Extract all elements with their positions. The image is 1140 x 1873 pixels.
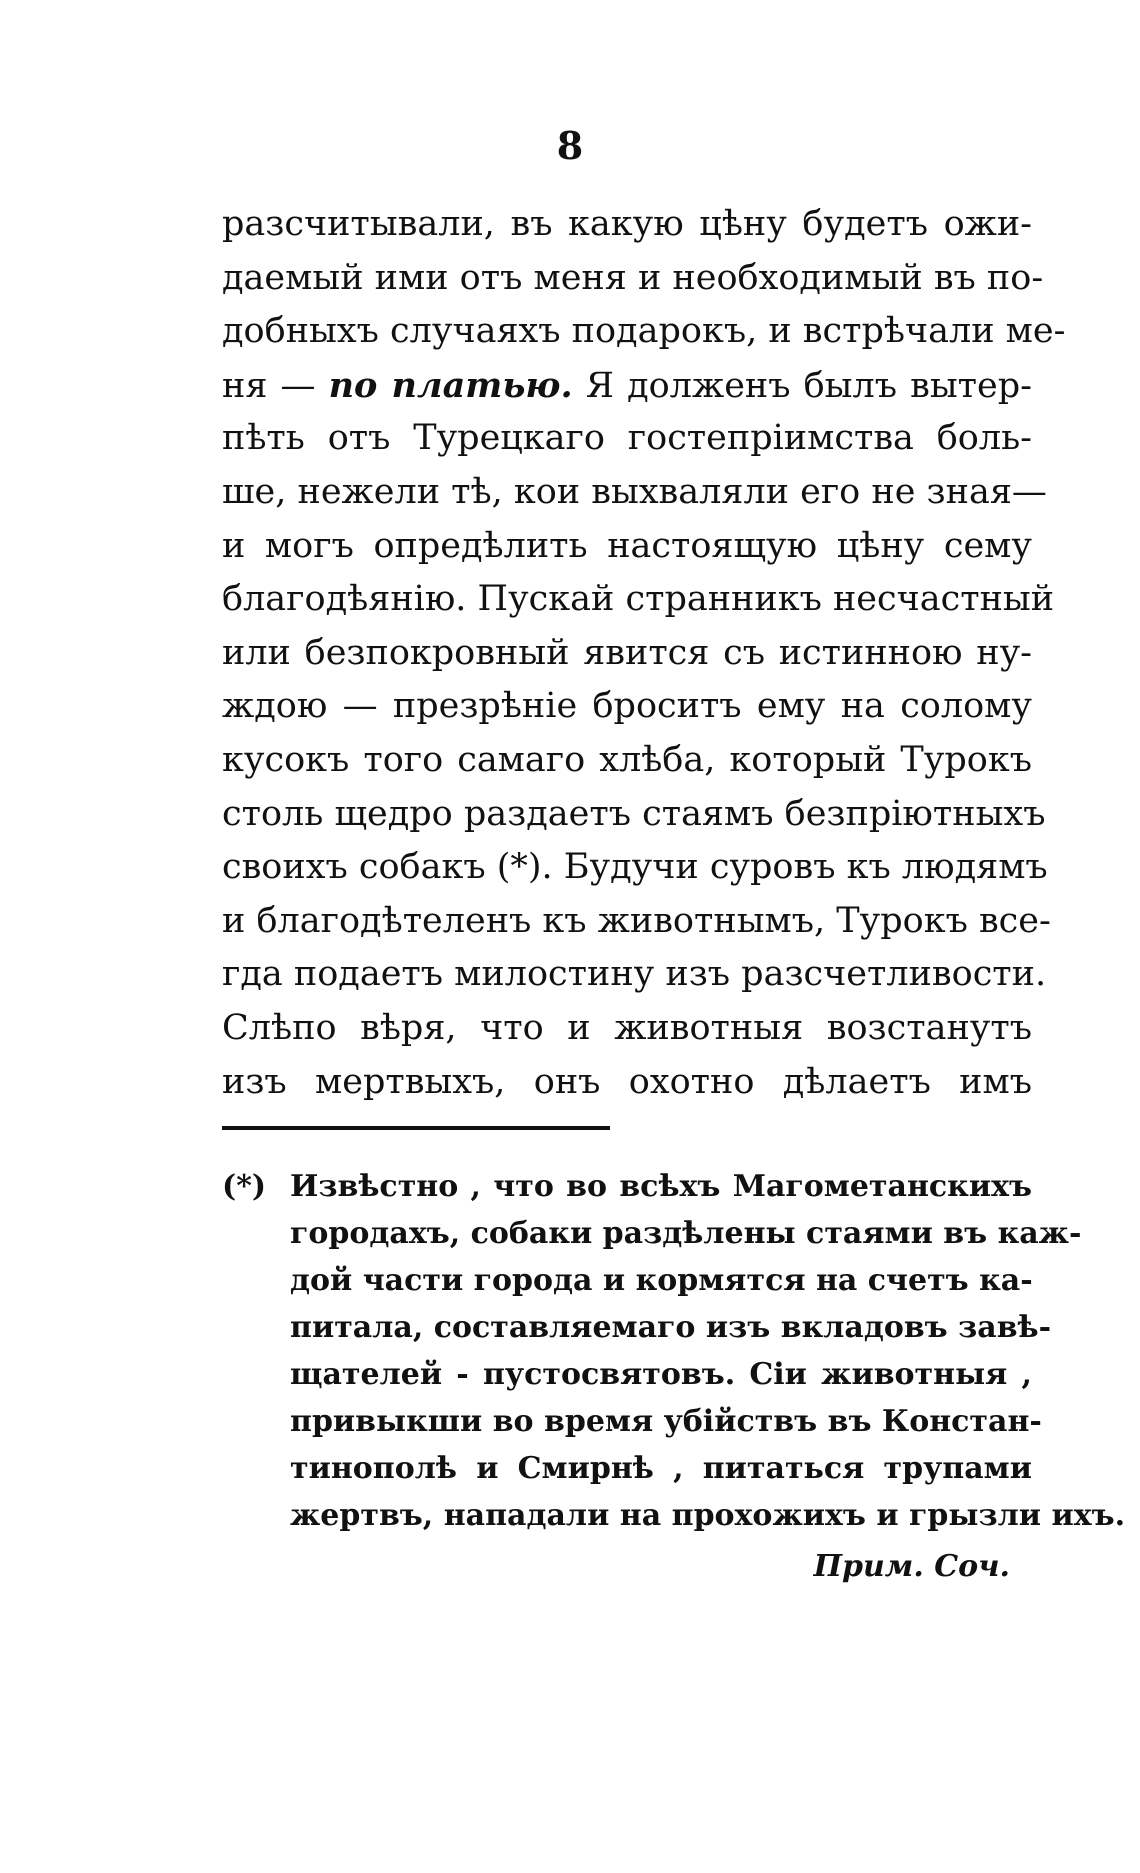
footnote-marker: (*)	[222, 1169, 267, 1204]
text-line: Слѣпо вѣря, что и животныя возстанутъ	[222, 1007, 1032, 1048]
text-line: пѣть отъ Турецкаго гостепріимства боль-	[222, 418, 1032, 459]
footnote	[222, 1163, 1126, 1539]
footnote-divider	[222, 1126, 610, 1130]
text-line: столь щедро раздаетъ стаямъ безпріютныхъ	[222, 793, 1046, 834]
footnote-line: щателей - пустосвятовъ. Сіи животныя ,	[290, 1357, 1032, 1392]
text-line: и благодѣтеленъ къ животнымъ, Турокъ все-	[222, 900, 1051, 941]
text-line: даемый ими отъ меня и необходимый въ по-	[222, 257, 1044, 298]
footnote-line: питала, составляемаго изъ вкладовъ завѣ-	[290, 1310, 1052, 1345]
italic-emphasis: по платью.	[328, 364, 573, 406]
text-span: ня —	[222, 365, 329, 406]
text-line: ше, нежели тѣ, кои выхваляли его не зная—	[222, 471, 1047, 512]
footnote-line: привыкши во время убійствъ въ Констан-	[290, 1404, 1042, 1439]
text-line: гда подаетъ милостину изъ разсчетливости.	[222, 954, 1047, 995]
footnote-text: Извѣстно , что во всѣхъ Магометанскихъ	[290, 1169, 1032, 1204]
page-number: 8	[556, 123, 584, 168]
text-line: изъ мертвыхъ, онъ охотно дѣлаетъ имъ	[222, 1061, 1032, 1102]
main-text	[222, 198, 1066, 1109]
text-line: своихъ собакъ (*). Будучи суровъ къ людямъ	[222, 847, 1048, 888]
footnote-line: тинополѣ и Смирнѣ , питаться трупами	[290, 1451, 1032, 1486]
text-line: добныхъ случаяхъ подарокъ, и встрѣчали ме-	[222, 311, 1066, 352]
text-line: или безпокровный явится съ истинною ну-	[222, 632, 1032, 673]
text-line: разсчитывали, въ какую цѣну будетъ ожи-	[222, 204, 1032, 244]
text-line: и могъ опредѣлить настоящую цѣну сему	[222, 525, 1032, 566]
footnote-line: жертвъ, нападали на прохожихъ и грызли ихъ.	[290, 1498, 1126, 1533]
text-line: кусокъ того самаго хлѣба, который Турокъ	[222, 739, 1032, 780]
text-line: ждою — презрѣніе броситъ ему на солому	[222, 686, 1032, 727]
text-line	[222, 359, 1032, 413]
footnote-line: городахъ, собаки раздѣлены стаями въ каж-	[290, 1216, 1082, 1251]
text-line: благодѣянію. Пускай странникъ несчастный	[222, 579, 1055, 620]
footnote-line: дой части города и кормятся на счетъ ка-	[290, 1263, 1033, 1298]
text-span: Я долженъ былъ вытер-	[572, 365, 1032, 406]
footnote-signature: Прим. Соч.	[813, 1549, 1010, 1584]
footnote-line	[222, 1163, 1032, 1210]
